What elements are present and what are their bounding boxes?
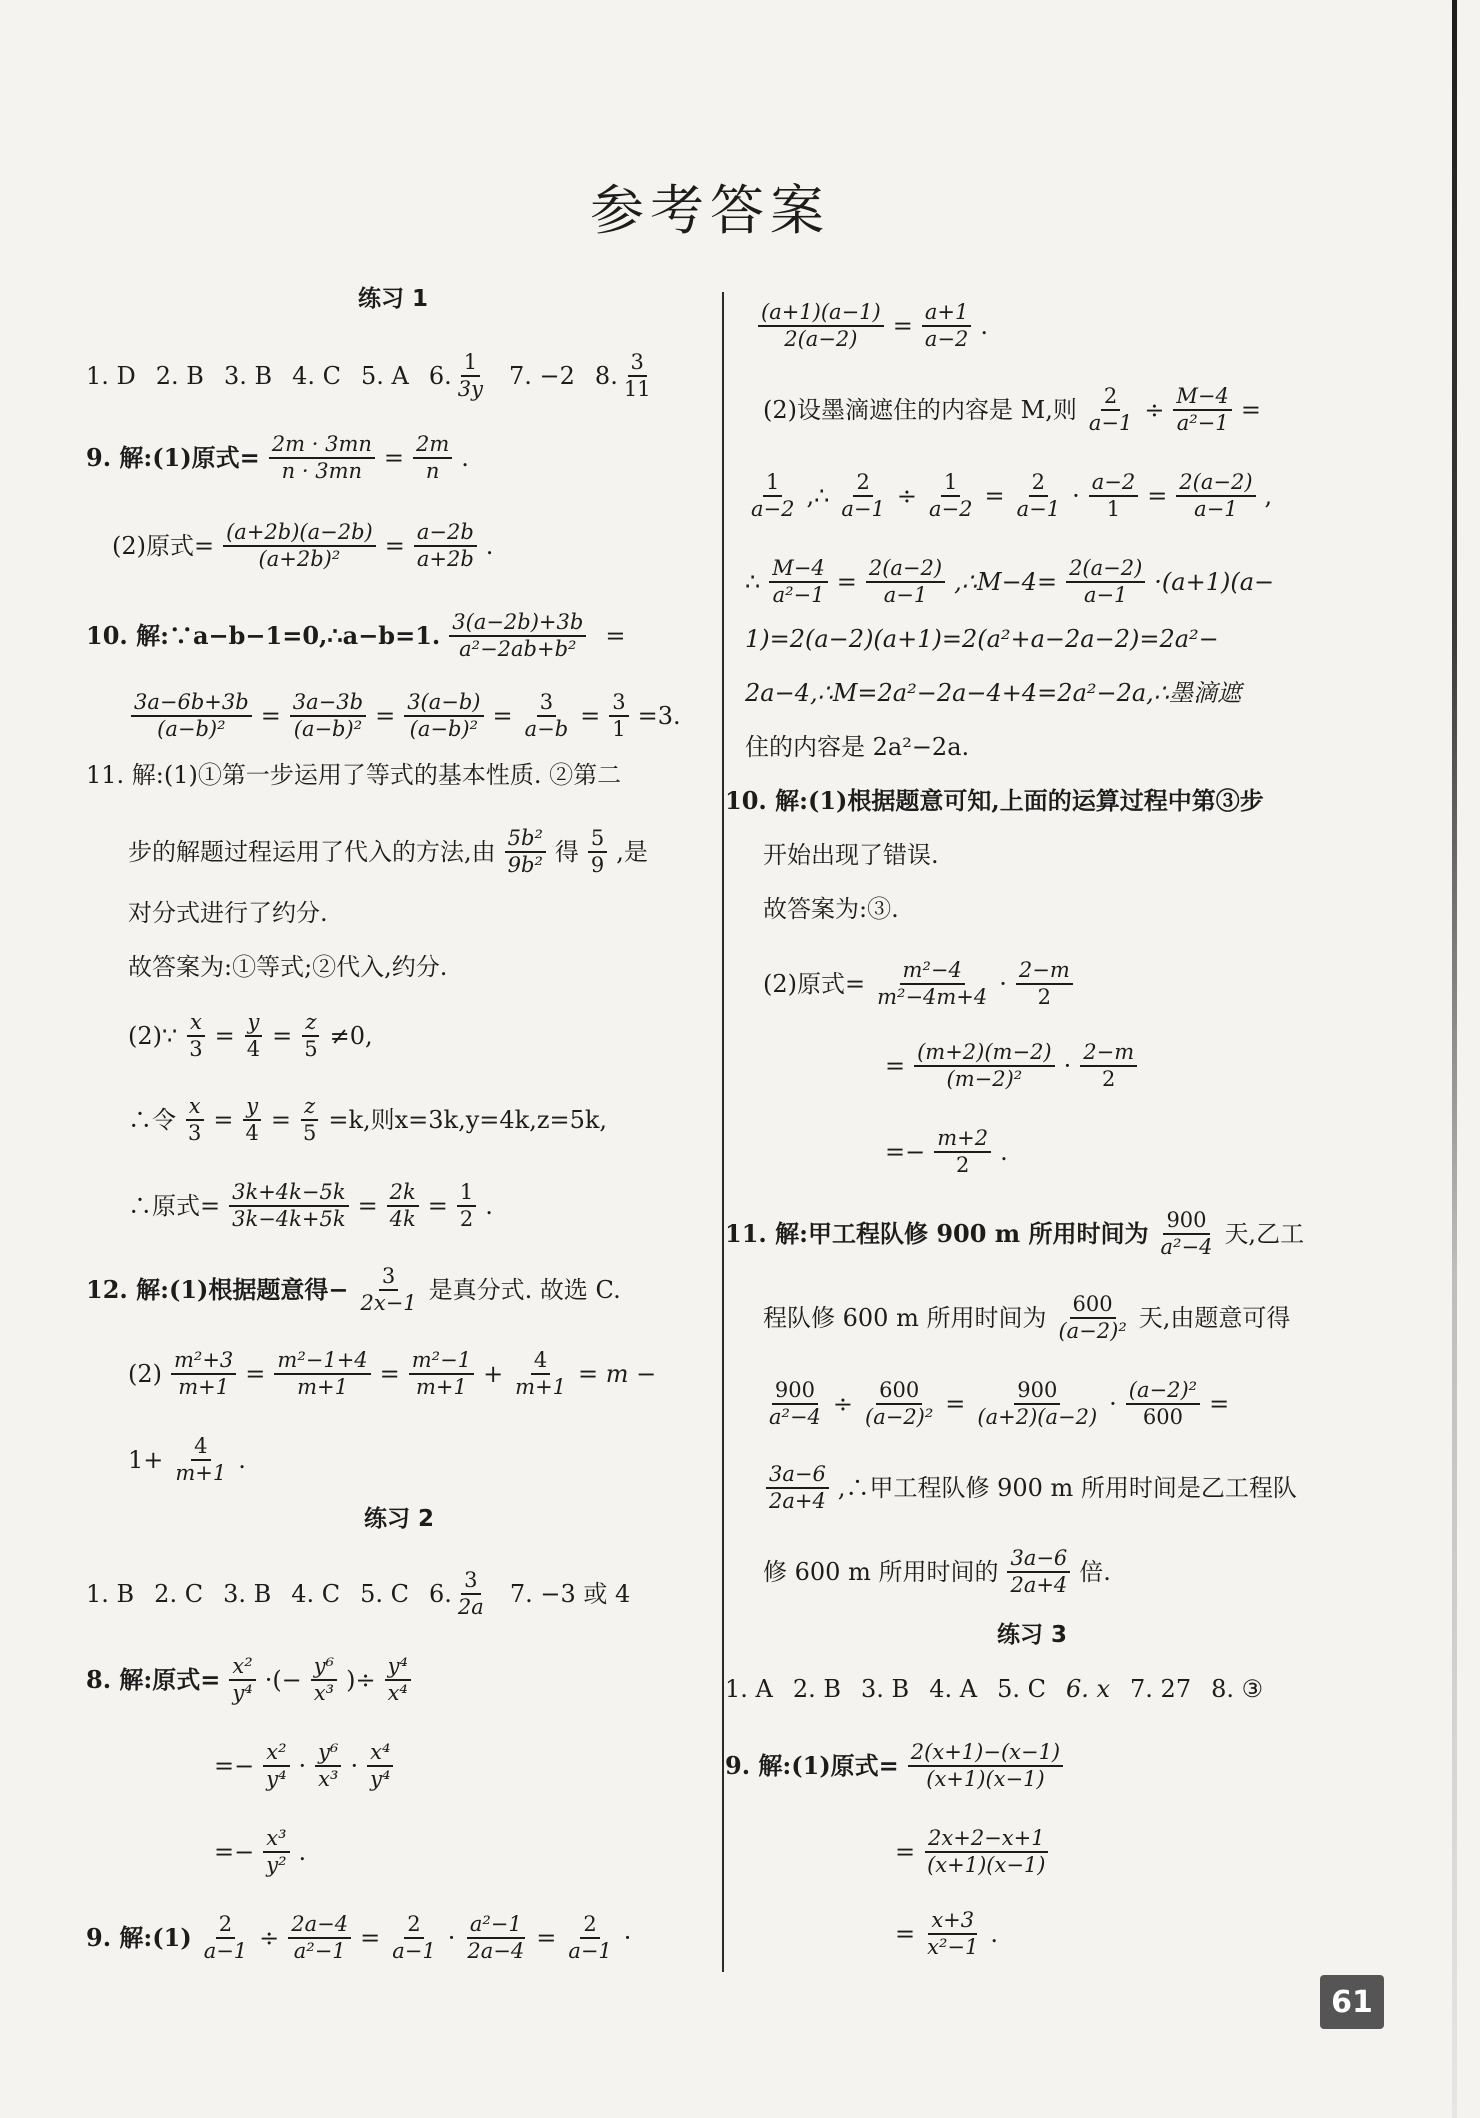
choice-answer: 6. x <box>1065 1675 1111 1703</box>
solution-text: ,∴甲工程队修 900 m 所用时间是乙工程队 <box>837 1474 1297 1502</box>
answer-line <box>725 1672 1263 1706</box>
answer-line <box>128 690 681 742</box>
fraction: $\frac{\text{x⁴}}{\text{y⁴}}$ <box>367 1740 393 1792</box>
column-divider <box>722 292 724 1972</box>
operator: = <box>605 622 626 650</box>
solution-text: 9. 解:(1)原式= <box>725 1751 899 1780</box>
answer-line: 住的内容是 2a²−2a. <box>745 733 970 761</box>
fraction: $\frac{\text{m²−1+4}}{m+1}$ <box>274 1348 370 1400</box>
fraction: $\frac{(a+1)(a-1)}{2(a-2)}$ <box>758 300 884 352</box>
choice-answer: 3. B <box>223 362 273 390</box>
answer-line <box>86 432 469 484</box>
choice-answer: 1. A <box>725 1675 773 1703</box>
answer-line: 1)=2(a−2)(a+1)=2(a²+a−2a−2)=2a²− <box>745 625 1219 653</box>
solution-text: (2)∵ <box>128 1022 178 1050</box>
operator: = <box>427 1192 448 1220</box>
choice-answer: 4. A <box>929 1675 978 1703</box>
fraction: $\frac{a+1}{a-2}$ <box>922 300 971 352</box>
fraction: $\frac{2(a-2)}{a-1}$ <box>1176 470 1255 522</box>
fraction: $\frac{1}{2}$ <box>457 1180 476 1232</box>
fraction: $\frac{3}{11}$ <box>623 350 651 401</box>
answer-line <box>885 1126 1008 1178</box>
fraction: $\frac{2}{a-1}$ <box>841 470 885 521</box>
solution-text: 1+ <box>128 1446 164 1474</box>
solution-text: (2)原式= <box>112 532 215 560</box>
choice-answer: 8. <box>594 362 618 390</box>
operator: ·(− <box>264 1666 302 1694</box>
solution-text: 是真分式. 故选 C. <box>428 1276 621 1304</box>
answer-line: 10. 解:(1)根据题意可知,上面的运算过程中第③步 <box>725 786 1264 815</box>
operator: = <box>984 482 1005 510</box>
operator: = <box>895 1920 916 1948</box>
fraction: $\frac{z}{5}$ <box>302 1094 317 1145</box>
page-title: 参考答案 <box>590 179 830 242</box>
fraction: $\frac{\text{x²}}{\text{y⁴}}$ <box>263 1740 289 1792</box>
answer-line <box>214 1826 306 1878</box>
choice-answer: 5. A <box>361 362 409 390</box>
answer-line <box>128 1010 373 1062</box>
fraction: $\frac{3a-6}{2a+4}$ <box>1007 1546 1070 1598</box>
operator: = <box>357 1192 378 1220</box>
operator: ÷ <box>832 1390 854 1418</box>
operator: · <box>999 970 1007 998</box>
fraction: $\frac{x}{3}$ <box>185 1094 204 1146</box>
fraction: $\frac{5}{9}$ <box>588 826 607 878</box>
choice-answer: 1. B <box>86 1580 135 1608</box>
operator: · <box>298 1752 307 1780</box>
choice-answer: 3. B <box>223 1580 272 1608</box>
fraction: $\frac{a-2b}{a+2b}$ <box>414 520 477 572</box>
operator: = <box>945 1390 966 1418</box>
operator: = <box>492 702 513 730</box>
fraction: $\frac{M-4}{\text{a²−1}}$ <box>769 556 827 608</box>
solution-text: 8. 解:原式= <box>86 1665 221 1694</box>
solution-text: ∴令 <box>128 1106 176 1134</box>
solution-text: 天,乙工 <box>1224 1220 1305 1248</box>
operator: . <box>485 1192 493 1220</box>
choice-answer: 2. B <box>155 362 204 390</box>
solution-text: 9. 解:(1)原式= <box>86 443 260 472</box>
operator: = <box>536 1924 557 1952</box>
fraction: $\frac{\text{(a−2)²}}{600}$ <box>1126 1378 1200 1430</box>
operator: = <box>1147 482 1168 510</box>
answer-line <box>725 1740 1066 1792</box>
fraction: $\frac{2}{a-1}$ <box>203 1912 248 1963</box>
fraction: $\frac{x}{3}$ <box>186 1010 205 1062</box>
operator: =− <box>214 1752 255 1780</box>
fraction: $\frac{3}{2x-1}$ <box>360 1264 417 1315</box>
operator: · <box>623 1924 632 1952</box>
operator: = <box>270 1106 291 1134</box>
section-heading: 练习 2 <box>364 1506 435 1532</box>
solution-text: 10. 解:∵a−b−1=0,∴a−b=1. <box>86 621 441 650</box>
fraction: $\frac{3a-6b+3b}{\text{(a−b)²}}$ <box>131 690 252 742</box>
solution-text: ,∴M−4= <box>954 568 1058 596</box>
answer-line <box>86 610 625 662</box>
answer-line <box>86 1654 414 1706</box>
fraction: $\frac{x+3}{\text{x²−1}}$ <box>927 1908 979 1959</box>
solution-text: 步的解题过程运用了代入的方法,由 <box>128 838 496 866</box>
answer-line: 开始出现了错误. <box>763 841 939 869</box>
operator: ,∴ <box>806 482 830 510</box>
fraction: $\frac{\text{5b²}}{\text{9b²}}$ <box>505 826 546 878</box>
solution-text: 天,由题意可得 <box>1138 1304 1291 1332</box>
fraction: $\frac{2k}{4k}$ <box>387 1180 419 1232</box>
operator: . <box>298 1838 307 1866</box>
page-edge <box>1452 0 1457 2118</box>
choice-answer: 4. C <box>292 362 342 390</box>
operator: = <box>580 702 601 730</box>
answer-line <box>763 1546 1111 1598</box>
answer-line <box>745 556 1274 608</box>
fraction: $\frac{3}{2a}$ <box>457 1568 484 1619</box>
answer-line <box>128 1434 246 1486</box>
answer-line <box>725 1208 1304 1260</box>
operator: . <box>461 444 469 472</box>
answer-line <box>128 1180 493 1232</box>
solution-text: 倍. <box>1079 1558 1111 1586</box>
choice-answer: 6. <box>429 1580 452 1608</box>
operator: . <box>980 312 988 340</box>
answer-line: 对分式进行了约分. <box>128 899 328 927</box>
section-heading: 练习 1 <box>358 286 429 312</box>
operator: =3. <box>637 702 681 730</box>
operator: = <box>1240 396 1261 424</box>
fraction: $\frac{\text{m²−4}}{\text{m²−4m+4}}$ <box>877 958 988 1009</box>
operator: + <box>483 1360 504 1388</box>
operator: = <box>892 312 913 340</box>
answer-line <box>763 958 1076 1010</box>
fraction: $\frac{\text{x³}}{\text{y²}}$ <box>263 1826 289 1878</box>
answer-line <box>763 1378 1229 1430</box>
operator: = <box>1209 1390 1230 1418</box>
answer-line <box>895 1826 1051 1878</box>
fraction: $\frac{2}{a-1}$ <box>392 1912 436 1963</box>
solution-text: 得 <box>554 838 579 866</box>
fraction: $\frac{3}{a-b}$ <box>524 690 569 741</box>
operator: = <box>214 1022 235 1050</box>
fraction: $\frac{(a+2b)(a-2b)}{\text{(a+2b)²}}$ <box>223 520 376 572</box>
fraction: $\frac{1}{a-2}$ <box>751 470 795 521</box>
operator: · <box>447 1924 456 1952</box>
operator: = <box>360 1924 381 1952</box>
fraction: $\frac{z}{5}$ <box>304 1010 318 1061</box>
answer-line <box>885 1040 1140 1092</box>
answer-line <box>86 1912 631 1964</box>
fraction: $\frac{3k+4k-5k}{3k-4k+5k}$ <box>229 1180 348 1232</box>
choice-answer: 4. C <box>291 1580 341 1608</box>
solution-text: 9. 解:(1) <box>86 1923 192 1952</box>
operator: , <box>1264 482 1273 510</box>
answer-line <box>763 384 1261 436</box>
operator: = <box>272 1022 293 1050</box>
choice-answer: 8. ③ <box>1211 1675 1264 1703</box>
answer-line <box>112 520 493 572</box>
section-heading: 练习 3 <box>997 1622 1068 1648</box>
answer-line <box>128 1094 607 1146</box>
solution-text: (2) <box>128 1360 162 1388</box>
operator: =− <box>885 1138 926 1166</box>
answer-line <box>763 1292 1290 1344</box>
answer-line: 故答案为:③. <box>763 895 899 923</box>
fraction: $\frac{3}{1}$ <box>609 690 628 742</box>
operator: · <box>1063 1052 1072 1080</box>
fraction: $\frac{2(a-2)}{a-1}$ <box>1066 556 1145 608</box>
fraction: $\frac{3(a-2b)+3b}{\text{a²−2ab+b²}}$ <box>449 610 586 662</box>
operator: = <box>895 1838 916 1866</box>
fraction: $\frac{\text{y⁶}}{\text{x³}}$ <box>311 1654 337 1706</box>
choice-answer: 3. B <box>861 1675 910 1703</box>
fraction: $\frac{2-m}{2}$ <box>1080 1040 1137 1092</box>
answer-line <box>214 1740 396 1792</box>
answer-line <box>745 470 1272 522</box>
solution-text: 修 600 m 所用时间的 <box>763 1558 999 1586</box>
fraction: $\frac{900}{\text{a²−4}}$ <box>1160 1208 1213 1259</box>
solution-text: 12. 解:(1)根据题意得− <box>86 1275 349 1304</box>
fraction: $\frac{2m}{n}$ <box>413 432 452 484</box>
fraction: $\frac{2}{a-1}$ <box>568 1912 612 1963</box>
operator: )÷ <box>346 1666 376 1694</box>
fraction: $\frac{3a-3b}{\text{(a−b)²}}$ <box>290 690 366 742</box>
operator: . <box>238 1446 246 1474</box>
choice-answer: 2. C <box>154 1580 204 1608</box>
fraction: $\frac{y}{4}$ <box>242 1094 261 1146</box>
operator: ∴ <box>745 568 761 596</box>
fraction: $\frac{\text{a²−1}}{2a-4}$ <box>467 1912 525 1963</box>
choice-answer: 5. C <box>997 1675 1046 1703</box>
operator: ≠0, <box>329 1022 373 1050</box>
operator: ÷ <box>1144 396 1165 424</box>
operator: = <box>836 568 857 596</box>
fraction: $\frac{2(x+1)-(x-1)}{(x+1)(x-1)}$ <box>908 1740 1063 1792</box>
operator: · <box>350 1752 359 1780</box>
solution-text: ,是 <box>616 838 648 866</box>
solution-text: =k,则x=3k,y=4k,z=5k, <box>328 1106 608 1134</box>
answer-line: 2a−4,∴M=2a²−2a−4+4=2a²−2a,∴墨滴遮 <box>745 679 1242 707</box>
fraction: $\frac{\text{y⁶}}{\text{x³}}$ <box>315 1740 341 1792</box>
answer-line: 故答案为:①等式;②代入,约分. <box>128 953 448 981</box>
fraction: $\frac{\text{m²+3}}{m+1}$ <box>171 1348 236 1400</box>
fraction: $\frac{y}{4}$ <box>244 1010 263 1062</box>
operator: ÷ <box>259 1924 280 1952</box>
fraction: $\frac{4}{m+1}$ <box>515 1348 567 1399</box>
page-number: 61 <box>1320 1975 1384 2029</box>
operator: = <box>384 532 405 560</box>
operator: · <box>1072 482 1080 510</box>
choice-answer: 2. B <box>792 1675 842 1703</box>
choice-answer: 6. <box>428 362 452 390</box>
fraction: $\frac{2}{a-1}$ <box>1088 384 1133 435</box>
solution-text: (2)原式= <box>763 970 866 998</box>
operator: = m − <box>578 1360 657 1388</box>
fraction: $\frac{600}{\text{(a−2)²}}$ <box>865 1378 934 1429</box>
fraction: $\frac{900}{(a+2)(a-2)}$ <box>977 1378 1098 1429</box>
solution-text: (2)设墨滴遮住的内容是 M,则 <box>763 396 1077 424</box>
fraction: $\frac{a-2}{1}$ <box>1089 470 1138 522</box>
fraction: $\frac{2a-4}{\text{a²−1}}$ <box>288 1912 351 1964</box>
operator: . <box>990 1920 998 1948</box>
operator: = <box>885 1052 906 1080</box>
answer-line <box>86 1568 630 1620</box>
fraction: $\frac{2}{a-1}$ <box>1016 470 1061 521</box>
answer-line <box>128 1348 656 1400</box>
operator: = <box>245 1360 266 1388</box>
fraction: $\frac{1}{3y}$ <box>457 350 484 401</box>
answer-line: 11. 解:(1)①第一步运用了等式的基本性质. ②第二 <box>86 761 622 789</box>
fraction: $\frac{M-4}{\text{a²−1}}$ <box>1173 384 1231 436</box>
fraction: $\frac{2x+2-x+1}{(x+1)(x-1)}$ <box>924 1826 1048 1878</box>
operator: = <box>213 1106 234 1134</box>
fraction: $\frac{1}{a-2}$ <box>928 470 973 521</box>
fraction: $\frac{\text{m²−1}}{m+1}$ <box>409 1348 474 1400</box>
fraction: $\frac{4}{m+1}$ <box>175 1434 227 1485</box>
fraction: $\frac{\text{y⁴}}{\text{x⁴}}$ <box>385 1654 411 1706</box>
operator: . <box>485 532 494 560</box>
operator: = <box>375 702 396 730</box>
answer-line <box>895 1908 998 1960</box>
choice-answer: 7. −2 <box>509 362 575 390</box>
fraction: $\frac{(m+2)(m-2)}{\text{(m−2)²}}$ <box>914 1040 1055 1092</box>
fraction: $\frac{3(a-b)}{\text{(a−b)²}}$ <box>404 690 483 742</box>
solution-text: ·(a+1)(a− <box>1154 568 1275 596</box>
solution-text: 程队修 600 m 所用时间为 <box>763 1304 1047 1332</box>
fraction: $\frac{\text{x²}}{\text{y⁴}}$ <box>229 1654 255 1706</box>
solution-text: 11. 解:甲工程队修 900 m 所用时间为 <box>725 1219 1149 1248</box>
operator: ÷ <box>896 482 917 510</box>
fraction: $\frac{2m \cdot 3mn}{n \cdot 3mn}$ <box>269 432 375 484</box>
operator: . <box>1000 1138 1008 1166</box>
answer-line <box>86 1264 621 1316</box>
operator: = <box>379 1360 400 1388</box>
choice-answer: 5. C <box>360 1580 410 1608</box>
operator: = <box>260 702 281 730</box>
answer-line <box>755 300 988 352</box>
fraction: $\frac{2(a-2)}{a-1}$ <box>866 556 945 608</box>
fraction: $\frac{600}{\text{(a−2)²}}$ <box>1058 1292 1127 1343</box>
operator: · <box>1109 1390 1117 1418</box>
operator: = <box>383 444 405 472</box>
answer-line <box>86 350 657 402</box>
solution-text: ∴原式= <box>128 1192 221 1220</box>
fraction: $\frac{m+2}{2}$ <box>934 1126 991 1178</box>
choice-answer: 7. 27 <box>1130 1675 1192 1703</box>
answer-line <box>763 1462 1297 1514</box>
fraction: $\frac{2-m}{2}$ <box>1016 958 1073 1010</box>
fraction: $\frac{3a-6}{2a+4}$ <box>766 1462 829 1514</box>
fraction: $\frac{900}{\text{a²−4}}$ <box>769 1378 821 1429</box>
choice-answer: 7. −3 或 4 <box>509 1580 631 1608</box>
operator: =− <box>214 1838 255 1866</box>
answer-line <box>128 826 648 878</box>
choice-answer: 1. D <box>86 362 136 390</box>
